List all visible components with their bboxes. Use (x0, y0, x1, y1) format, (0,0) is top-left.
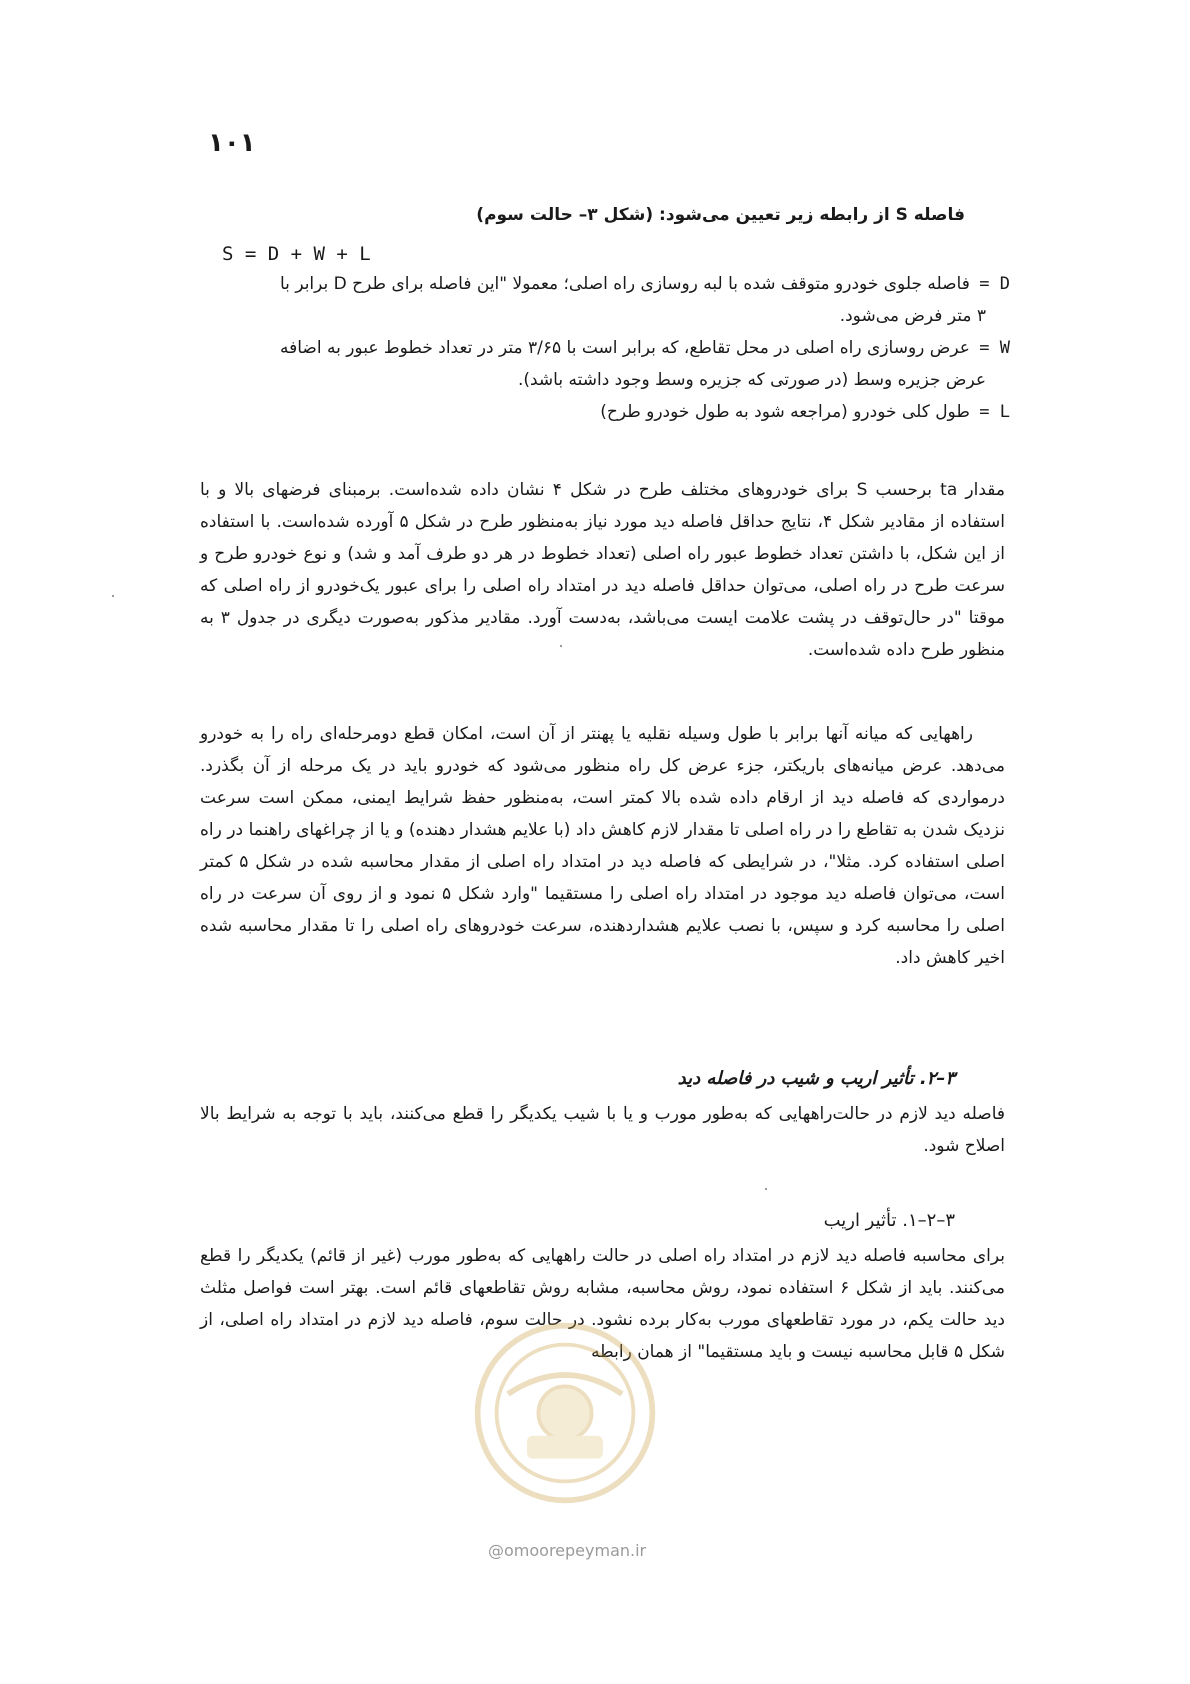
definition-l (180, 396, 1010, 428)
definition-w (180, 332, 1010, 364)
paragraph-1 (200, 474, 1005, 666)
definition-d-symbol: D = (979, 274, 1010, 294)
definition-d (180, 268, 1010, 300)
watermark-seal-icon (470, 1318, 660, 1508)
definition-l-text: طول کلی خودرو (مراجعه شود به طول خودرو طرح) (600, 402, 970, 422)
section-heading: ۳–۲. تأثیر اریب و شیب در فاصله دید (677, 1068, 955, 1089)
definitions-list (180, 268, 1010, 428)
paragraph-1-text: مقدار ta برحسب S برای خودروهای مختلف طرح در شکل ۴ نشان داده شده‌است. برمبنای فرضهای بالا و با استفاده از مقادیر شکل ۴، نتایج حداقل فاصله دید مورد نیاز به‌منظور طرح در شکل ۵ آورده شده‌است. با استفاده از این شکل، با داشتن تعداد خطوط عبور راه اصلی (تعداد خطوط در هر دو طرف آمد و شد) و نوع خودرو طرح و سرعت طرح در راه اصلی، می‌توان حداقل فاصله دید در امتداد راه اصلی را برای عبور یک‌خودرو از راه اصلی که موقتا "در حال‌توقف در پشت علامت ایست می‌باشد، به‌دست آورد. مقادیر مذکور به‌صورت دیگری در جدول ۳ به منظور طرح داده شده‌است. (200, 480, 1005, 660)
paragraph-2-text: راههایی که میانه آنها برابر با طول وسیله نقلیه یا پهنتر از آن است، امکان قطع دومرحله‌ای راه را به خودرو می‌دهد. عرض میانه‌های باریکتر، جزء عرض کل راه منظور می‌شود که خودرو باید در یک مرحله از آن بگذرد. درمواردی که فاصله دید از ارقام داده شده بالا کمتر است، به‌منظور حفظ شرایط ایمنی، ممکن است سرعت نزدیک شدن به تقاطع را در راه اصلی تا مقدار لازم کاهش داد (با علایم هشدار دهنده) و یا از چراغهای راهنما در راه اصلی استفاده کرد. مثلا"، در شرایطی که فاصله دید در امتداد راه اصلی از مقدار محاسبه شده در شکل ۵ کمتر است، می‌توان فاصله دید موجود در امتداد راه اصلی را مستقیما "وارد شکل ۵ نمود و از روی آن سرعت در راه اصلی را محاسبه کرد و سپس، با نصب علایم هشداردهنده، سرعت خودروهای راه اصلی را تا مقدار محاسبه شده اخیر کاهش داد. (200, 724, 1006, 968)
paragraph-3 (200, 1098, 1005, 1162)
definition-l-symbol: L = (979, 402, 1010, 422)
scan-speck (765, 1188, 767, 1190)
definition-w-continued: عرض جزیره وسط (در صورتی که جزیره وسط وجود داشته باشد). (517, 370, 986, 390)
definition-w-symbol: W = (979, 338, 1010, 358)
paragraph-2 (200, 718, 1005, 974)
watermark-text: @omoorepeyman.ir (488, 1541, 647, 1560)
page-number: ۱۰۱ (208, 128, 256, 158)
paragraph-3-text: فاصله دید لازم در حالت‌راههایی که به‌طور مورب و یا با شیب یکدیگر را قطع می‌کنند، باید با توجه به شرایط بالا اصلاح شود. (200, 1104, 1005, 1156)
scan-speck (560, 645, 562, 647)
definition-w-text: عرض روسازی راه اصلی در محل تقاطع، که برابر است با ۳/۶۵ متر در تعداد خطوط عبور به اضافه (279, 338, 970, 358)
subsection-heading: ۳–۲–۱. تأثیر اریب (823, 1210, 955, 1231)
definition-d-continued: ۳ متر فرض می‌شود. (839, 306, 986, 326)
paragraph-4-text: برای محاسبه فاصله دید لازم در امتداد راه اصلی در حالت راههایی که به‌طور مورب (غیر از قائم) یکدیگر را قطع می‌کنند. باید از شکل ۶ استفاده نمود، روش محاسبه، مشابه روش تقاطعهای قائم است. بهتر است فواصل مثلث دید حالت یکم، در مورد تقاطعهای مورب به‌کار برده نشود. در حالت سوم، فاصله دید لازم در امتداد راه اصلی، از شکل ۵ قابل محاسبه نیست و باید مستقیما" از همان رابطه (200, 1246, 1005, 1362)
definition-d-text: فاصله جلوی خودرو متوقف شده با لبه روسازی راه اصلی؛ معمولا "این فاصله برای طرح D برابر با (280, 274, 970, 294)
formula: S = D + W + L (222, 243, 371, 265)
intro-line: فاصله S از رابطه زیر تعیین می‌شود: (شکل ۳– حالت سوم) (476, 205, 965, 225)
scan-speck (112, 595, 114, 597)
